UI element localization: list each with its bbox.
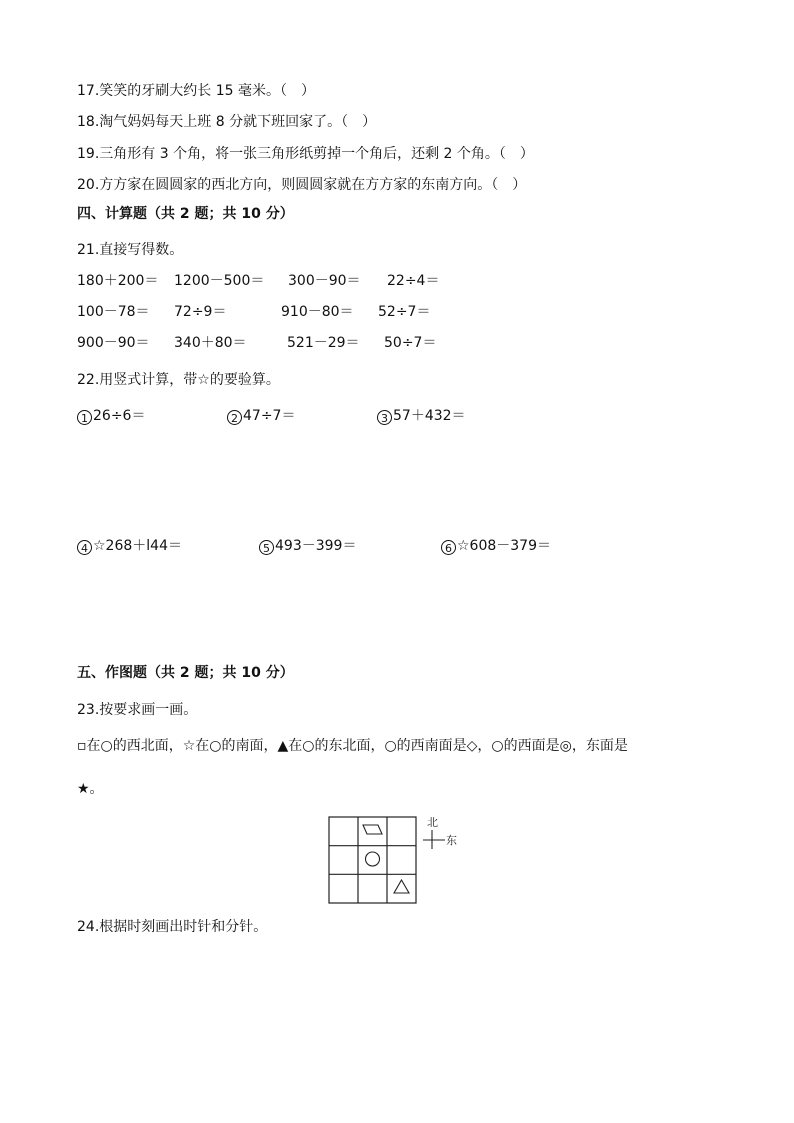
question-19: 19.三角形有 3 个角，将一张三角形纸剪掉一个角后，还剩 2 个角。（ ） [77, 146, 534, 162]
triangle-icon [394, 880, 409, 893]
calc-expression: ☆608－379＝ [457, 538, 551, 554]
calc-expression: ☆268＋l44＝ [93, 538, 182, 554]
calc-expression: 47÷7＝ [243, 408, 296, 424]
calc-item: 521－29＝ [287, 335, 360, 351]
parallelogram-icon [363, 825, 382, 834]
calc-item: 22÷4＝ [387, 273, 440, 289]
vertical-calc-item [77, 407, 145, 425]
compass-icon [423, 830, 445, 849]
circled-number: 1 [77, 410, 92, 425]
circled-number: 4 [77, 540, 92, 555]
vertical-calc-item [77, 537, 182, 555]
calc-item: 300－90＝ [288, 273, 361, 289]
circle-icon [366, 852, 380, 866]
vertical-calc-item [259, 537, 356, 555]
calc-expression: 57＋432＝ [393, 408, 466, 424]
calc-item: 100－78＝ [77, 304, 150, 320]
calc-item: 52÷7＝ [378, 304, 431, 320]
compass-north-label: 北 [427, 816, 438, 829]
vertical-calc-item [227, 407, 295, 425]
calc-item: 50÷7＝ [384, 335, 437, 351]
question-20: 20.方方家在圆圆家的西北方向，则圆圆家就在方方家的东南方向。（ ） [77, 177, 527, 193]
calc-item: 340＋80＝ [174, 335, 247, 351]
calc-item: 72÷9＝ [174, 304, 227, 320]
section-4-title: 四、计算题（共 2 题；共 10 分） [77, 206, 294, 222]
calc-item: 910－80＝ [281, 304, 354, 320]
vertical-calc-item [377, 407, 466, 425]
grid-3x3 [329, 817, 416, 903]
vertical-calc-item [441, 537, 551, 555]
direction-grid-figure [328, 814, 468, 906]
circled-number: 5 [259, 540, 274, 555]
question-18: 18.淘气妈妈每天上班 8 分就下班回家了。（ ） [77, 114, 377, 130]
question-24-title: 24.根据时刻画出时针和分针。 [77, 919, 268, 935]
question-21-title: 21.直接写得数。 [77, 242, 184, 258]
calc-expression: 493－399＝ [275, 538, 357, 554]
circled-number: 3 [377, 410, 392, 425]
calc-expression: 26÷6＝ [93, 408, 146, 424]
compass-east-label: 东 [446, 834, 457, 847]
question-17: 17.笑笑的牙刷大约长 15 毫米。（ ） [77, 83, 315, 99]
question-22-title: 22.用竖式计算，带☆的要验算。 [77, 372, 280, 388]
section-5-title: 五、作图题（共 2 题；共 10 分） [77, 665, 294, 681]
circled-number: 6 [441, 540, 456, 555]
question-23-instruction: ▫在○的西北面，☆在○的南面，▲在○的东北面，○的西南面是◇，○的西面是◎，东面是 [77, 738, 628, 754]
question-23-instruction-cont: ★。 [77, 781, 104, 797]
calc-item: 180＋200＝ [77, 273, 159, 289]
question-23-title: 23.按要求画一画。 [77, 702, 198, 718]
calc-item: 900－90＝ [77, 335, 150, 351]
circled-number: 2 [227, 410, 242, 425]
calc-item: 1200－500＝ [174, 273, 265, 289]
